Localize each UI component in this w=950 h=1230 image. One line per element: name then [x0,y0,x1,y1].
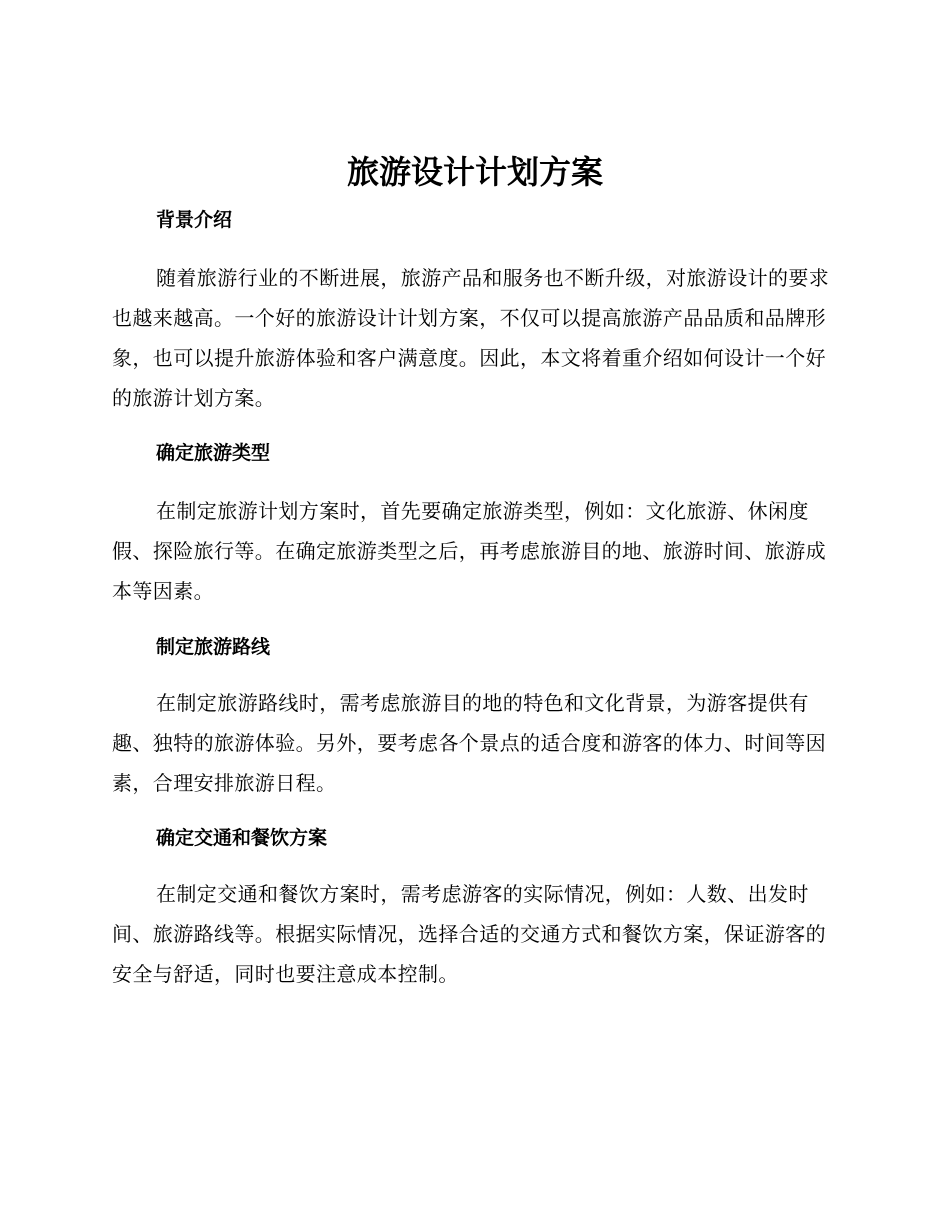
document-title: 旅游设计计划方案 [346,153,603,191]
section-paragraph-travel-route: 在制定旅游路线时，需考虑旅游目的地的特色和文化背景，为游客提供有趣、独特的旅游体验。另外，要考虑各个景点的适合度和游客的体力、时间等因素，合理安排旅游日程。 [112,691,826,795]
section-paragraph-travel-type: 在制定旅游计划方案时，首先要确定旅游类型，例如：文化旅游、休闲度假、探险旅行等。在确定旅游类型之后，再考虑旅游目的地、旅游时间、旅游成本等因素。 [112,499,826,603]
section-heading-travel-type: 确定旅游类型 [156,442,271,464]
document-body [112,202,830,994]
section-heading-transport-dining: 确定交通和餐饮方案 [156,827,328,849]
section-heading-background: 背景介绍 [156,209,233,231]
section-paragraph-background: 随着旅游行业的不断进展，旅游产品和服务也不断升级，对旅游设计的要求也越来越高。一个好的旅游设计计划方案，不仅可以提高旅游产品品质和品牌形象，也可以提升旅游体验和客户满意度。因此，本文将着重介绍如何设计一个好的旅游计划方案。 [112,266,830,410]
section-paragraph-transport-dining: 在制定交通和餐饮方案时，需考虑游客的实际情况，例如：人数、出发时间、旅游路线等。根据实际情况，选择合适的交通方式和餐饮方案，保证游客的安全与舒适，同时也要注意成本控制。 [112,882,826,986]
section-heading-travel-route: 制定旅游路线 [156,636,271,658]
